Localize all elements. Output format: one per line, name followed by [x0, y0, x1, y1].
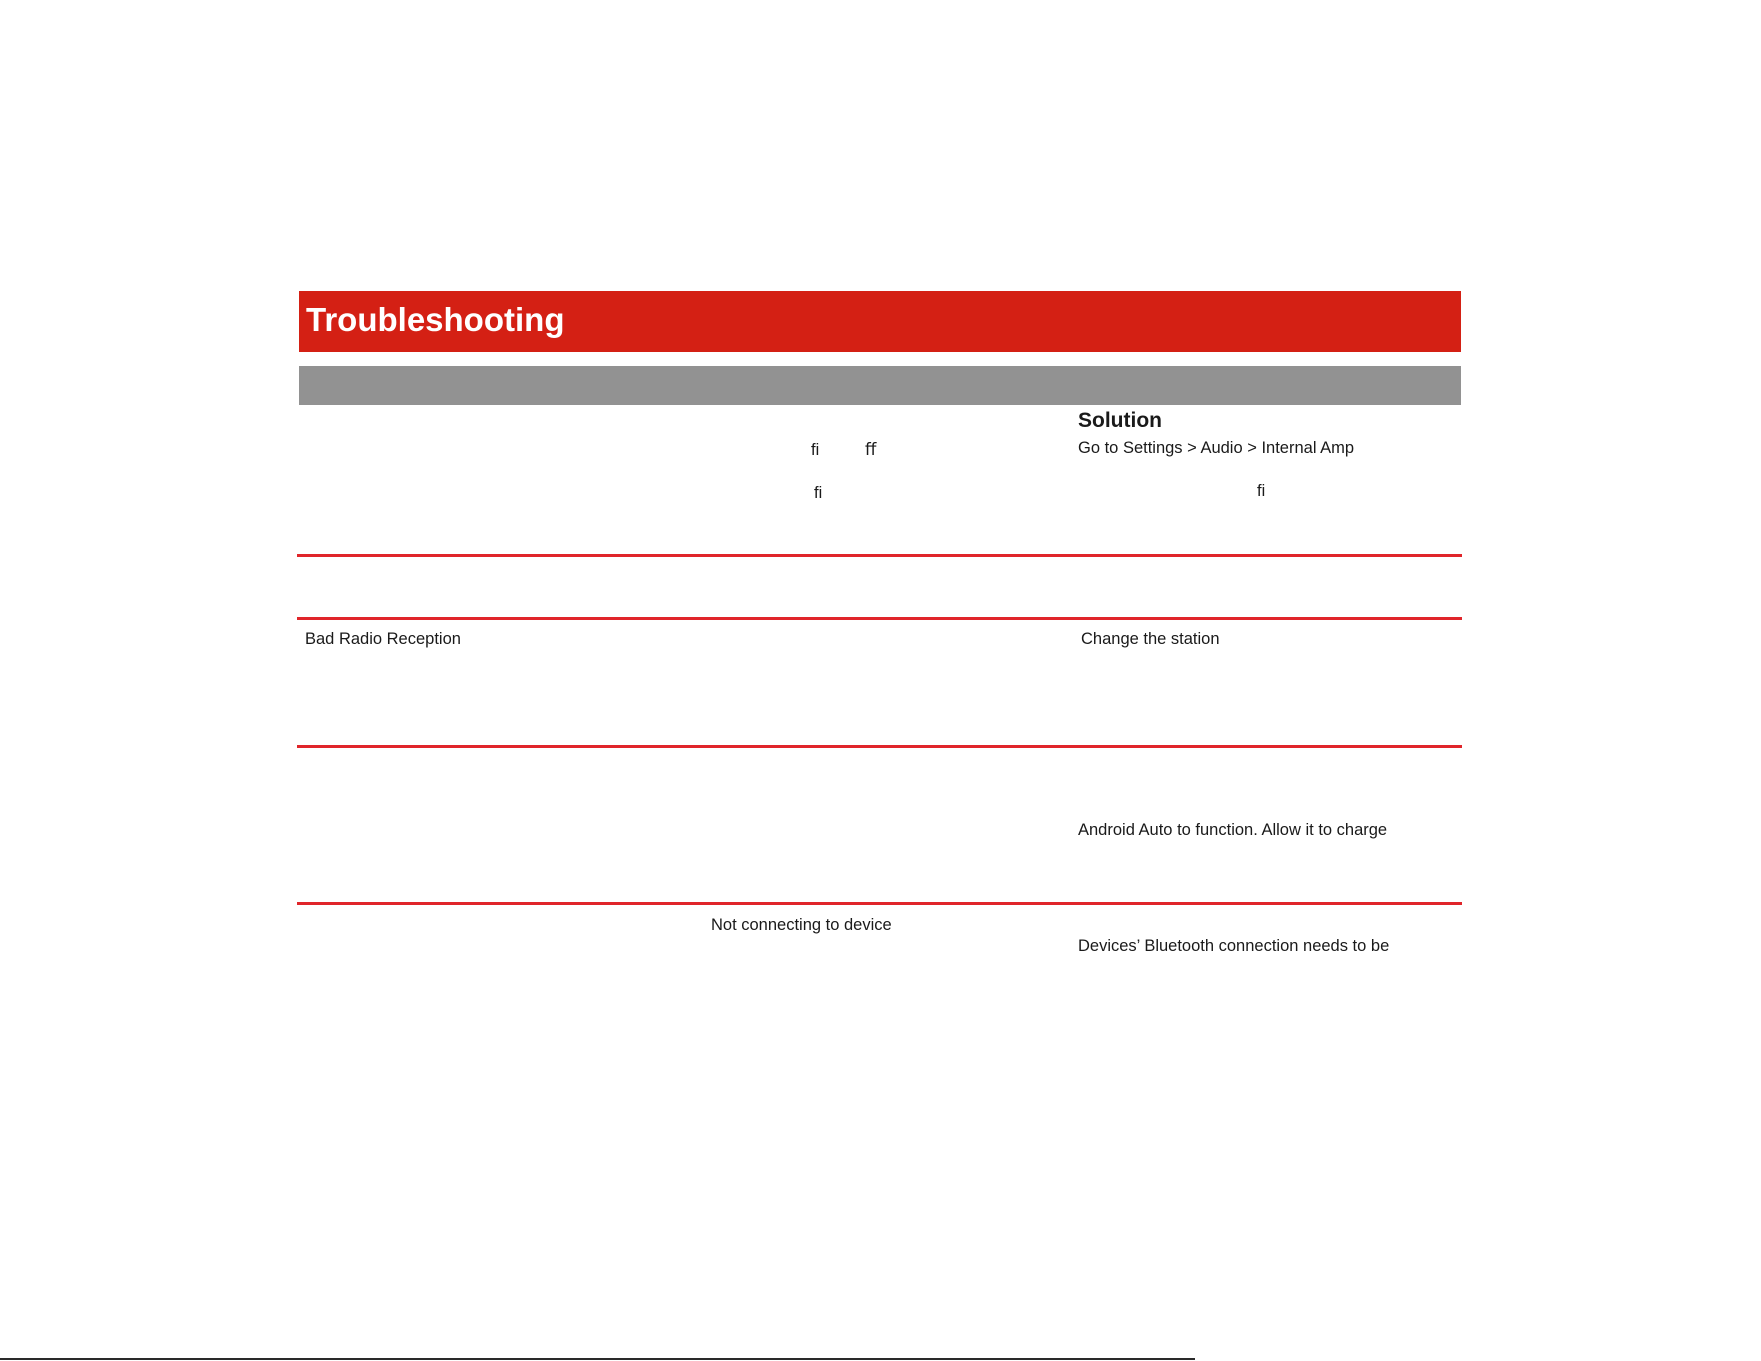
row4-solution: Android Auto to function. Allow it to charge	[1078, 821, 1388, 839]
page-title: Troubleshooting	[306, 301, 565, 338]
row3-solution: Change the station	[1081, 630, 1220, 648]
row5-cause: Not connecting to device	[711, 916, 892, 934]
table-header-bar	[299, 366, 1461, 405]
solution-column-heading: Solution	[1078, 409, 1162, 432]
ligature-fi-b: ﬁ	[814, 484, 823, 502]
row5-solution: Devices’ Bluetooth connection needs to be	[1078, 937, 1390, 955]
row1-solution: Go to Settings > Audio > Internal Amp	[1078, 439, 1355, 457]
row-divider-2	[297, 617, 1462, 620]
ligature-fi-a: ﬁ	[811, 441, 820, 459]
ligature-fi-c: ﬁ	[1257, 482, 1266, 500]
page-bottom-rule	[0, 1358, 1195, 1360]
row3-problem: Bad Radio Reception	[305, 630, 461, 648]
row-divider-1	[297, 554, 1462, 557]
row-divider-3	[297, 745, 1462, 748]
ligature-ff: ﬀ	[865, 441, 877, 459]
row-divider-4	[297, 902, 1462, 905]
